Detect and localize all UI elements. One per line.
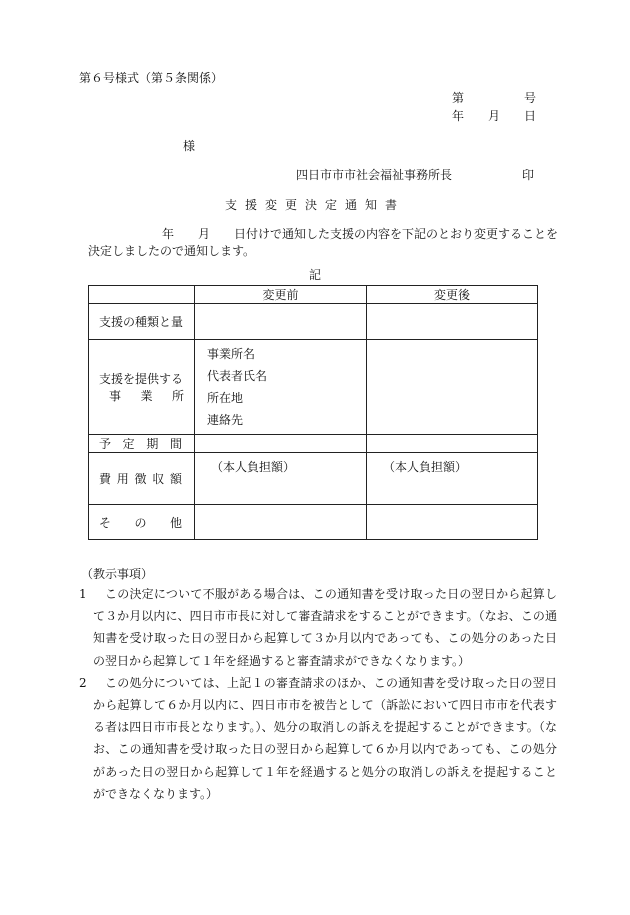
cell-provider-after bbox=[367, 340, 538, 435]
row-label-provider bbox=[89, 340, 195, 435]
document-date: 年 月 日 bbox=[452, 109, 537, 123]
table-row-period bbox=[89, 435, 538, 453]
body-line-1: 年 月 日付けで通知した支援の内容を下記のとおり変更することを bbox=[162, 227, 559, 241]
seal-mark: 印 bbox=[522, 168, 535, 182]
form-number: 第６号様式（第５条関係） bbox=[79, 71, 224, 85]
row-label-fee bbox=[89, 453, 195, 505]
label-char: 予 bbox=[99, 437, 112, 451]
header-blank-cell bbox=[89, 286, 195, 304]
ki-heading: 記 bbox=[308, 268, 321, 282]
label-char: 収 bbox=[152, 472, 165, 486]
provider-field: 連絡先 bbox=[207, 413, 244, 427]
provider-field: 代表者氏名 bbox=[207, 369, 268, 383]
label-char: 徴 bbox=[134, 472, 147, 486]
label-char: 事 bbox=[109, 389, 122, 403]
instructions-list bbox=[79, 583, 557, 805]
instruction-number: 2 bbox=[79, 675, 87, 690]
label-char: そ bbox=[99, 515, 112, 530]
provider-field: 事業所名 bbox=[207, 347, 256, 361]
label-char: 業 bbox=[140, 389, 153, 403]
column-header-before: 変更前 bbox=[195, 286, 367, 304]
instruction-number: 1 bbox=[79, 587, 87, 601]
change-table bbox=[88, 285, 538, 540]
document-number: 第 号 bbox=[452, 91, 537, 105]
cell-period-after bbox=[367, 435, 538, 453]
instruction-item bbox=[79, 583, 557, 672]
label-char: 期 bbox=[146, 437, 159, 451]
cell-kind-after bbox=[367, 304, 538, 340]
table-header-row bbox=[89, 286, 538, 304]
table-row-kind bbox=[89, 304, 538, 340]
label-char: 定 bbox=[122, 437, 135, 451]
recipient-honorific: 様 bbox=[183, 139, 196, 153]
issuer-name: 四日市市市社会福祉事務所長 bbox=[296, 168, 453, 182]
row-label-kind: 支援の種類と量 bbox=[89, 304, 195, 340]
table-row-fee bbox=[89, 453, 538, 505]
cell-provider-before bbox=[195, 340, 367, 435]
cell-fee-after: （本人負担額） bbox=[367, 453, 538, 505]
label-char: の bbox=[134, 515, 147, 530]
label-char: 間 bbox=[169, 437, 182, 451]
column-header-after: 変更後 bbox=[367, 286, 538, 304]
label-char: 所 bbox=[171, 389, 184, 403]
label-char: 用 bbox=[116, 472, 129, 486]
cell-other-before bbox=[195, 505, 367, 540]
cell-kind-before bbox=[195, 304, 367, 340]
body-text bbox=[88, 226, 566, 260]
table-row-other bbox=[89, 505, 538, 540]
provider-label-line1: 支援を提供する bbox=[99, 372, 184, 386]
row-label-period bbox=[89, 435, 195, 453]
instruction-text: この処分については、上記１の審査請求のほか、この通知書を受け取った日の翌日から起算して６か月以内に、四日市市を被告として（訴訟において四日市市を代表する者は四日市市長となります。）、処分の取消しの訴えを提起することができます。（なお、この通知書を受け取った日の翌日から起算して６か月以内であっても、この処分があった日の翌日から起算して１年を経過すると処分の取消しの訴えを提起することができなくなります。） bbox=[93, 675, 557, 801]
label-char: 費 bbox=[99, 472, 112, 486]
cell-period-before bbox=[195, 435, 367, 453]
provider-label-line2 bbox=[99, 387, 194, 404]
label-char: 額 bbox=[169, 472, 182, 486]
instruction-item bbox=[79, 672, 557, 805]
table-row-provider bbox=[89, 340, 538, 435]
instructions-heading: （教示事項） bbox=[81, 567, 154, 581]
cell-other-after bbox=[367, 505, 538, 540]
row-label-other bbox=[89, 505, 195, 540]
cell-fee-before: （本人負担額） bbox=[195, 453, 367, 505]
body-line-2: 決定しましたので通知します。 bbox=[88, 244, 256, 258]
label-char: 他 bbox=[169, 515, 182, 530]
document-title: 支援変更決定通知書 bbox=[224, 198, 405, 212]
provider-field: 所在地 bbox=[207, 391, 244, 405]
instruction-text: この決定について不服がある場合は、この通知書を受け取った日の翌日から起算して３か月以内に、四日市市長に対して審査請求をすることができます。（なお、この通知書を受け取った日の翌日から起算して３か月以内であっても、この処分のあった日の翌日から起算して１年を経過すると審査請求ができなくなります。） bbox=[93, 587, 557, 668]
